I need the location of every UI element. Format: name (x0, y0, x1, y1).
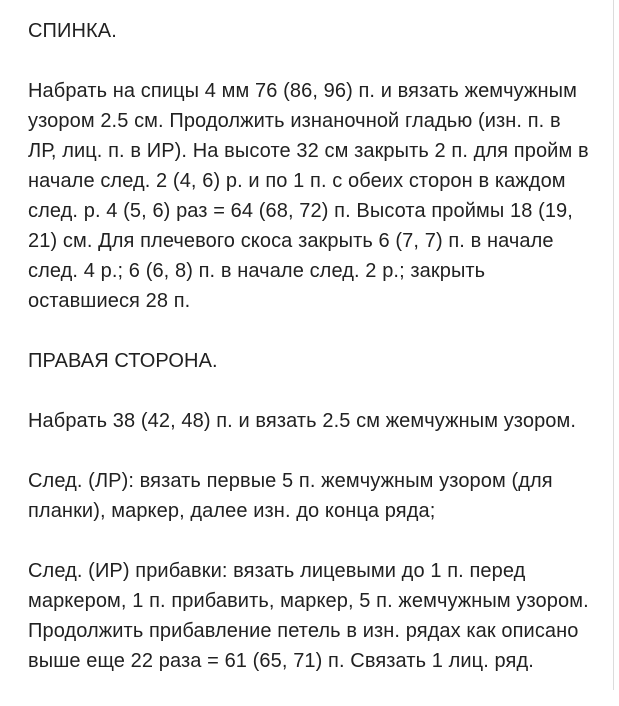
text-line: След. (ИР) прибавки: вязать лицевыми до 1 п. перед (28, 560, 526, 582)
text-line: ПРАВАЯ СТОРОНА. (28, 350, 218, 372)
text-line: выше еще 22 раза = 61 (65, 71) п. Связать 1 лиц. ряд. (28, 650, 534, 672)
text-line: Продолжить прибавление петель в изн. рядах как описано (28, 620, 579, 642)
text-line: след. 4 р.; 6 (6, 8) п. в начале след. 2 р.; закрыть (28, 260, 486, 282)
text-line: 21) см. Для плечевого скоса закрыть 6 (7, 7) п. в начале (28, 230, 554, 252)
paragraph (28, 406, 619, 436)
text-line: след. р. 4 (5, 6) раз = 64 (68, 72) п. Высота проймы 18 (19, (28, 200, 573, 222)
text-line: маркером, 1 п. прибавить, маркер, 5 п. жемчужным узором. (28, 590, 589, 612)
text-line: След. (ЛР): вязать первые 5 п. жемчужным узором (для (28, 470, 553, 492)
paragraph (28, 466, 619, 526)
section-heading (28, 16, 619, 46)
text-line: Набрать на спицы 4 мм 76 (86, 96) п. и вязать жемчужным (28, 80, 577, 102)
text-line: оставшиеся 28 п. (28, 290, 191, 312)
text-line: планки), маркер, далее изн. до конца ряда; (28, 500, 436, 522)
text-line: начале след. 2 (4, 6) р. и по 1 п. с обеих сторон в каждом (28, 170, 566, 192)
paragraph (28, 556, 619, 676)
text-line: узором 2.5 см. Продолжить изнаночной гладью (изн. п. в (28, 110, 561, 132)
paragraph (28, 76, 619, 316)
page-edge-divider (613, 0, 614, 690)
text-line: СПИНКА. (28, 20, 117, 42)
section-heading (28, 346, 619, 376)
text-line: Набрать 38 (42, 48) п. и вязать 2.5 см жемчужным узором. (28, 410, 577, 432)
text-line: ЛР, лиц. п. в ИР). На высоте 32 см закрыть 2 п. для пройм в (28, 140, 589, 162)
